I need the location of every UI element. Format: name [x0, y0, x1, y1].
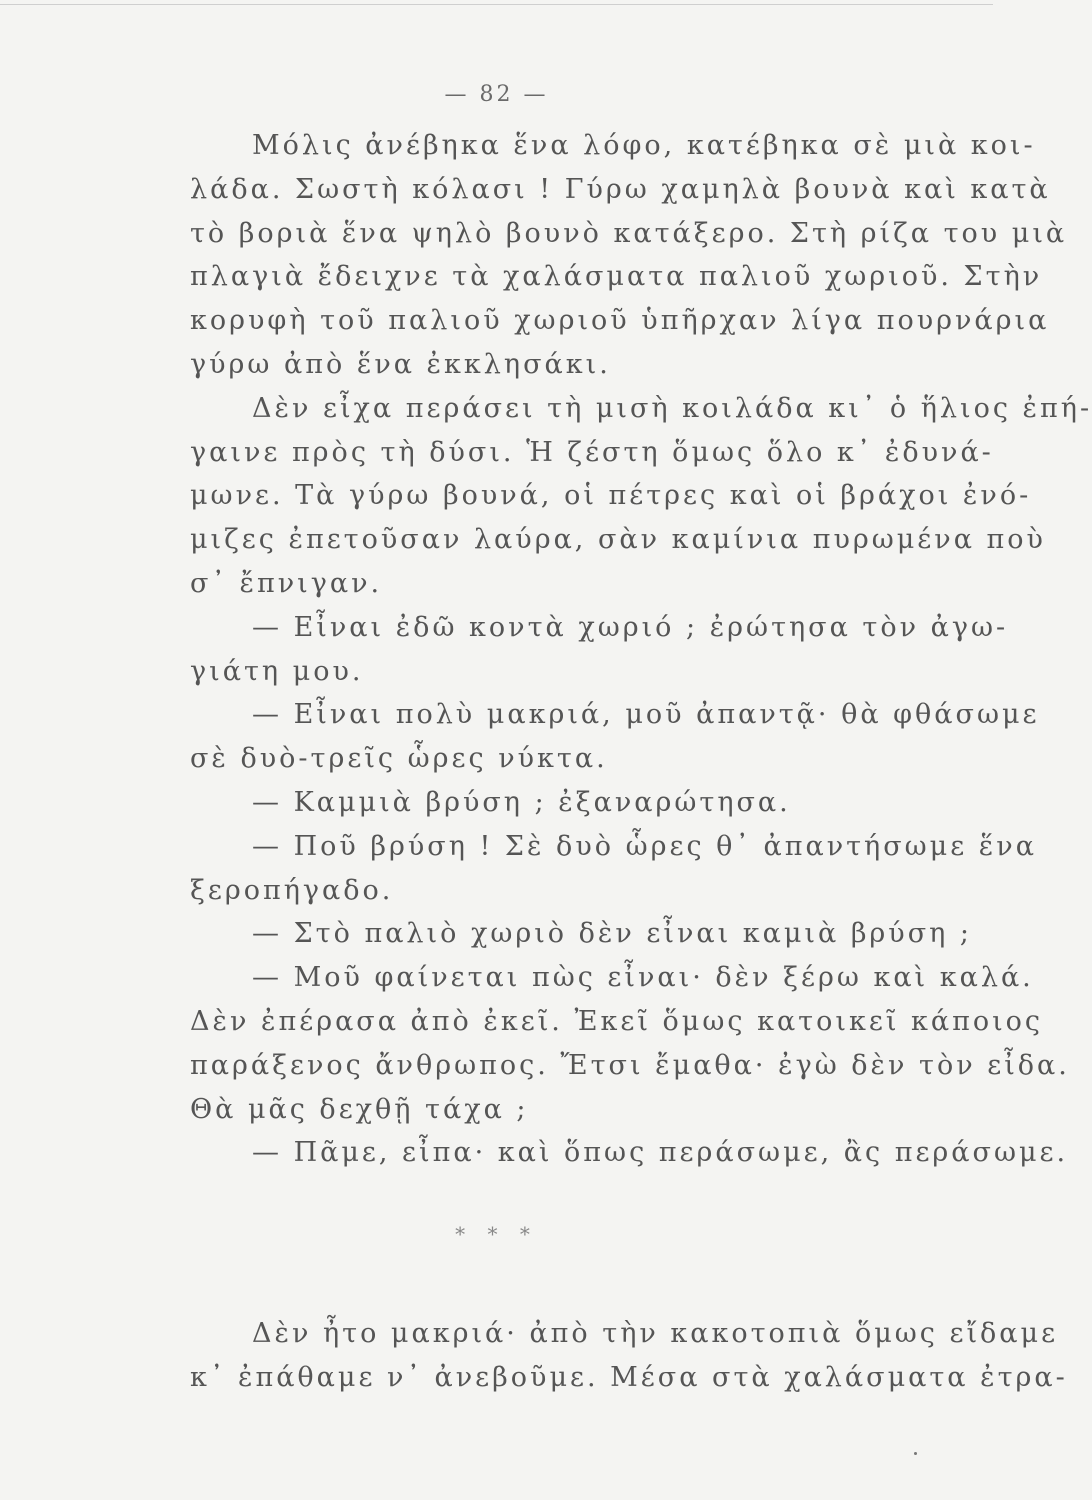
text-line: — Εἶναι ἐδῶ κοντὰ χωριό ; ἐρώτησα τὸν ἀγω-	[252, 611, 1009, 643]
text-line: Δὲν ἦτο μακριά· ἀπὸ τὴν κακοτοπιὰ ὅμως εἴδαμε	[252, 1318, 1059, 1349]
text-line: τὸ βοριὰ ἕνα ψηλὸ βουνὸ κατάξερο. Στὴ ρίζα του μιὰ	[190, 217, 1068, 249]
text-line: κορυφὴ τοῦ παλιοῦ χωριοῦ ὑπῆρχαν λίγα πουρνάρια	[190, 305, 1050, 337]
text-line: Μόλις ἀνέβηκα ἕνα λόφο, κατέβηκα σὲ μιὰ κοι-	[252, 130, 1036, 161]
text-line: μιζες ἐπετοῦσαν λαύρα, σὰν καμίνια πυρωμένα ποὺ	[190, 524, 1046, 556]
text-line: — Καμμιὰ βρύση ; ἐξαναρώτησα.	[252, 786, 791, 818]
body-text	[190, 124, 1092, 1175]
text-line: γύρω ἀπὸ ἕνα ἐκκλησάκι.	[190, 348, 611, 380]
text-line: κ᾽ ἐπάθαμε ν᾽ ἀνεβοῦμε. Μέσα στὰ χαλάσματα ἐτρα-	[190, 1361, 1068, 1393]
text-line: Δὲν ἐπέρασα ἀπὸ ἐκεῖ. Ἐκεῖ ὅμως κατοικεῖ κάποιος	[190, 1005, 1044, 1037]
paper-speck	[914, 1452, 917, 1455]
text-line: ξεροπήγαδο.	[190, 874, 394, 906]
text-line: μωνε. Τὰ γύρω βουνά, οἱ πέτρες καὶ οἱ βράχοι ἐνό-	[190, 480, 1032, 512]
page-number: — 82 —	[444, 82, 549, 107]
text-line: — Μοῦ φαίνεται πὼς εἶναι· δὲν ξέρω καὶ καλά.	[252, 962, 1034, 994]
text-line: σὲ δυὸ-τρεῖς ὧρες νύκτα.	[190, 743, 608, 775]
text-line: Θὰ μᾶς δεχθῇ τάχα ;	[190, 1093, 529, 1125]
body-text-continued	[190, 1312, 1068, 1400]
text-line: γιάτη μου.	[190, 655, 364, 687]
text-line: — Εἶναι πολὺ μακριά, μοῦ ἀπαντᾷ· θὰ φθάσωμε	[252, 699, 1040, 731]
text-line: παράξενος ἄνθρωπος. Ἔτσι ἔμαθα· ἐγὼ δὲν τὸν εἶδα.	[190, 1049, 1070, 1081]
text-line: — Πᾶμε, εἶπα· καὶ ὅπως περάσωμε, ἂς περάσωμε.	[252, 1137, 1069, 1169]
page-top-edge-rule	[0, 4, 993, 5]
text-line: λάδα. Σωστὴ κόλασι ! Γύρω χαμηλὰ βουνὰ καὶ κατὰ	[190, 173, 1051, 205]
text-line: — Ποῦ βρύση ! Σὲ δυὸ ὧρες θ᾽ ἀπαντήσωμε ἕνα	[252, 830, 1037, 862]
text-line: γαινε πρὸς τὴ δύσι. Ἡ ζέστη ὅμως ὅλο κ᾽ ἐδυνά-	[190, 436, 994, 468]
text-line: — Στὸ παλιὸ χωριὸ δὲν εἶναι καμιὰ βρύση ;	[252, 918, 973, 950]
text-line: πλαγιὰ ἔδειχνε τὰ χαλάσματα παλιοῦ χωριοῦ. Στὴν	[190, 261, 1043, 293]
section-separator: * * *	[455, 1222, 538, 1246]
text-line: σ᾽ ἔπνιγαν.	[190, 567, 383, 599]
text-line: Δὲν εἶχα περάσει τὴ μισὴ κοιλάδα κι᾽ ὁ ἥλιος ἐπή-	[252, 392, 1092, 424]
